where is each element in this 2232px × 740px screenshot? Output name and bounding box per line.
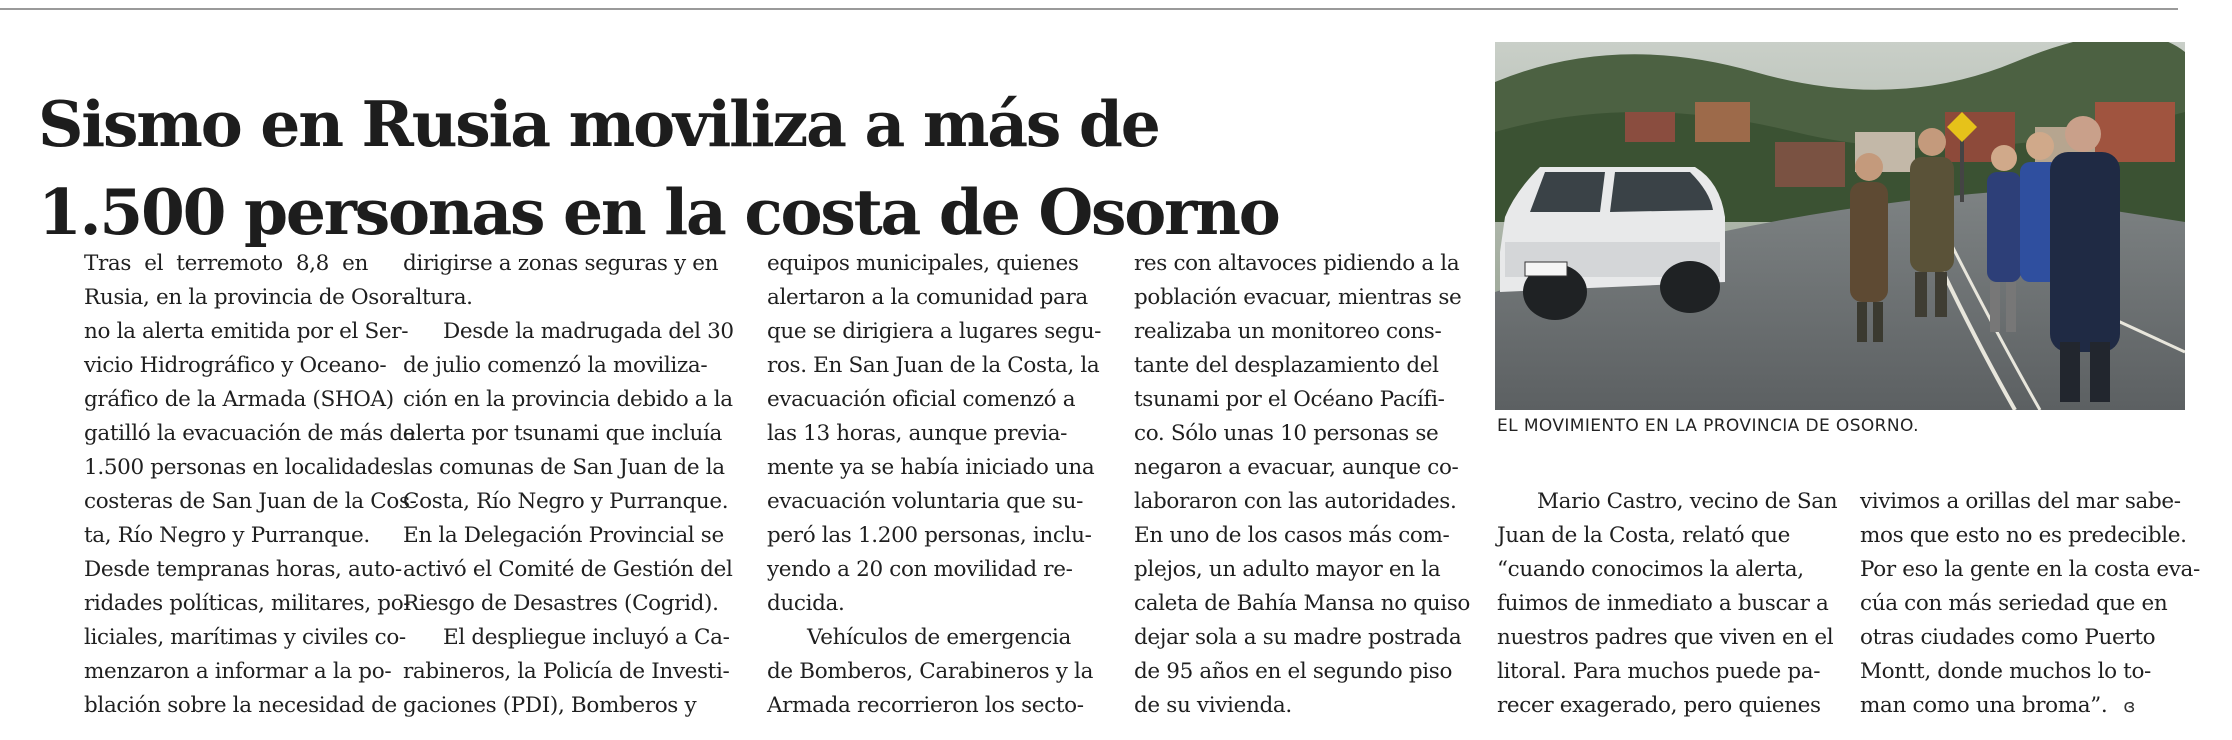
text-line: activó el Comité de Gestión del	[403, 557, 733, 582]
text-line: población evacuar, mientras se	[1134, 285, 1462, 310]
headline-line: Sismo en Rusia moviliza a más de	[38, 87, 1159, 162]
text-line: equipos municipales, quienes	[767, 251, 1079, 276]
text-line: caleta de Bahía Mansa no quiso	[1134, 591, 1471, 616]
text-line: rabineros, la Policía de Investi-	[403, 659, 730, 684]
text-line: nuestros padres que viven en el	[1497, 625, 1834, 650]
article-column-5	[1497, 485, 1838, 723]
text-line: “cuando conocimos la alerta,	[1497, 557, 1804, 582]
text-line: vivimos a orillas del mar sabe-	[1860, 489, 2181, 514]
text-line: En uno de los casos más com-	[1134, 523, 1450, 548]
text-line: 1.500 personas en localidades	[84, 455, 404, 480]
text-line: fuimos de inmediato a buscar a	[1497, 591, 1829, 616]
text-span: man como una broma”.	[1860, 693, 2108, 718]
article-column-3	[767, 247, 1102, 723]
photo-caption: EL MOVIMIENTO EN LA PROVINCIA DE OSORNO.	[1497, 416, 1919, 436]
text-line: otras ciudades como Puerto	[1860, 625, 2156, 650]
text-line: En la Delegación Provincial se	[403, 523, 724, 548]
text-line: yendo a 20 con movilidad re-	[767, 557, 1073, 582]
text-line: altura.	[403, 285, 473, 310]
text-line: gatilló la evacuación de más de	[84, 421, 416, 446]
text-line: plejos, un adulto mayor en la	[1134, 557, 1441, 582]
text-line: Por eso la gente en la costa eva-	[1860, 557, 2200, 582]
text-line: tante del desplazamiento del	[1134, 353, 1439, 378]
text-line: Armada recorrieron los secto-	[767, 693, 1084, 718]
text-line: mos que esto no es predecible.	[1860, 523, 2187, 548]
text-line: Rusia, en la provincia de Osor-	[84, 285, 409, 310]
text-line: que se dirigiera a lugares segu-	[767, 319, 1102, 344]
text-line: realizaba un monitoreo cons-	[1134, 319, 1442, 344]
text-line: negaron a evacuar, aunque co-	[1134, 455, 1459, 480]
text-line: liciales, marítimas y civiles co-	[84, 625, 406, 650]
text-line: ducida.	[767, 591, 845, 616]
text-line-last	[1860, 689, 2190, 724]
text-line: gaciones (PDI), Bomberos y	[403, 693, 697, 718]
street-scene-image	[1495, 42, 2185, 410]
headline	[38, 80, 1458, 256]
text-line: de 95 años en el segundo piso	[1134, 659, 1453, 684]
article-photo	[1495, 42, 2185, 410]
text-line: vicio Hidrográfico y Oceano-	[84, 353, 387, 378]
text-line: cúa con más seriedad que en	[1860, 591, 2168, 616]
text-line: dejar sola a su madre postrada	[1134, 625, 1462, 650]
text-line: no la alerta emitida por el Ser-	[84, 319, 409, 344]
text-line: Mario Castro, vecino de San	[1537, 489, 1838, 514]
text-line: El despliegue incluyó a Ca-	[443, 625, 730, 650]
text-line: laboraron con las autoridades.	[1134, 489, 1457, 514]
text-line: las comunas de San Juan de la	[403, 455, 725, 480]
text-line: evacuación oficial comenzó a	[767, 387, 1076, 412]
text-line: Tras el terremoto 8,8 en	[84, 251, 368, 276]
text-line: alertaron a la comunidad para	[767, 285, 1088, 310]
text-line: blación sobre la necesidad de	[84, 693, 397, 718]
text-line: dirigirse a zonas seguras y en	[403, 251, 719, 276]
text-line: alerta por tsunami que incluía	[403, 421, 722, 446]
text-line: Desde la madrugada del 30	[443, 319, 734, 344]
article-column-6	[1860, 485, 2200, 724]
text-line: Riesgo de Desastres (Cogrid).	[403, 591, 719, 616]
text-line: evacuación voluntaria que su-	[767, 489, 1084, 514]
text-line: mente ya se había iniciado una	[767, 455, 1095, 480]
text-line: peró las 1.200 personas, inclu-	[767, 523, 1092, 548]
top-rule	[0, 8, 2178, 10]
headline-line: 1.500 personas en la costa de Osorno	[38, 175, 1279, 250]
article-column-4	[1134, 247, 1471, 723]
article-column-2	[403, 247, 734, 723]
text-line: costeras de San Juan de la Cos-	[84, 489, 417, 514]
text-line: tsunami por el Océano Pacífi-	[1134, 387, 1445, 412]
text-line: Juan de la Costa, relató que	[1497, 523, 1791, 548]
text-line: de Bomberos, Carabineros y la	[767, 659, 1094, 684]
text-line: ción en la provincia debido a la	[403, 387, 733, 412]
end-mark: ɞ	[2123, 696, 2136, 717]
text-line: Vehículos de emergencia	[807, 625, 1072, 650]
text-line: recer exagerado, pero quienes	[1497, 693, 1821, 718]
text-line: co. Sólo unas 10 personas se	[1134, 421, 1439, 446]
paragraph	[40, 247, 417, 723]
text-line: ta, Río Negro y Purranque.	[84, 523, 370, 548]
text-line: Desde tempranas horas, auto-	[84, 557, 402, 582]
text-line: res con altavoces pidiendo a la	[1134, 251, 1460, 276]
text-line: litoral. Para muchos puede pa-	[1497, 659, 1821, 684]
text-line: las 13 horas, aunque previa-	[767, 421, 1068, 446]
article-column-1	[40, 247, 417, 723]
text-line: Costa, Río Negro y Purranque.	[403, 489, 729, 514]
text-line: ridades políticas, militares, po-	[84, 591, 411, 616]
text-line: de julio comenzó la moviliza-	[403, 353, 708, 378]
text-line: gráfico de la Armada (SHOA)	[84, 387, 394, 412]
text-line: de su vivienda.	[1134, 693, 1292, 718]
text-line: ros. En San Juan de la Costa, la	[767, 353, 1100, 378]
text-line: Montt, donde muchos lo to-	[1860, 659, 2151, 684]
text-line: menzaron a informar a la po-	[84, 659, 392, 684]
